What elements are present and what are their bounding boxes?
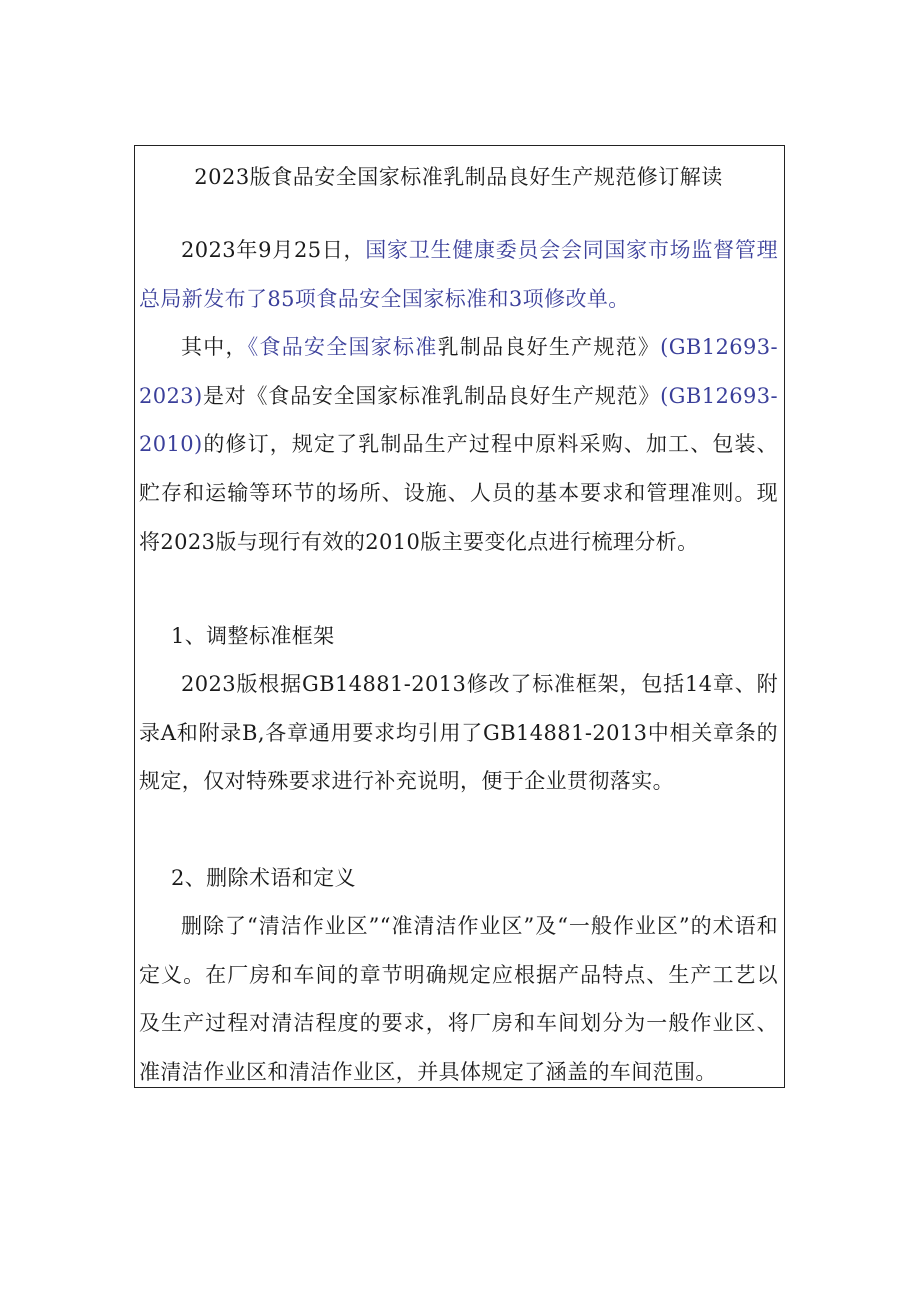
section-1-body: 2023版根据GB14881-2013修改了标准框架，包括14章、附录A和附录B,各章通用要求均引用了GB14881-2013中相关章条的规定，仅对特殊要求进行补充说明，便于企业贯彻落实。	[139, 672, 778, 794]
revision-lead: 其中，	[181, 335, 248, 359]
standard-name-rest: 乳制品良好生产规范》	[437, 335, 661, 359]
revision-rest: 的修订，规定了乳制品生产过程中原料采购、加工、包装、贮存和运输等环节的场所、设施、人员的基本要求和管理准则。现将2023版与现行有效的2010版主要变化点进行梳理分析。	[139, 432, 778, 554]
revision-middle: 是对《食品安全国家标准乳制品良好生产规范》	[202, 383, 661, 408]
section-1-heading: 1、调整标准框架	[171, 624, 335, 648]
standard-code-2023: (GB12693-2023)	[139, 335, 779, 408]
revision-paragraph	[139, 323, 778, 567]
intro-paragraph	[139, 226, 778, 323]
document-frame	[134, 145, 785, 1088]
standard-code-2010: (GB12693-2010)	[139, 383, 778, 457]
section-2-heading: 2、删除术语和定义	[171, 866, 356, 890]
section-2-body: 删除了“清洁作业区”“准清洁作业区”及“一般作业区”的术语和定义。在厂房和车间的章节明确规定应根据产品特点、生产工艺以及生产过程对清洁程度的要求，将厂房和车间划分为一般作业区、准清洁作业区和清洁作业区，并具体规定了涵盖的车间范围。	[139, 914, 778, 1085]
intro-date: 2023年9月25日，	[181, 238, 366, 262]
intro-announcement: 国家卫生健康委员会会同国家市场监督管理总局新发布了85项食品安全国家标准和3项修改单。	[139, 238, 778, 311]
standard-name-link: 《食品安全国家标准	[247, 335, 438, 359]
document-title: 2023版食品安全国家标准乳制品良好生产规范修订解读	[194, 165, 723, 189]
